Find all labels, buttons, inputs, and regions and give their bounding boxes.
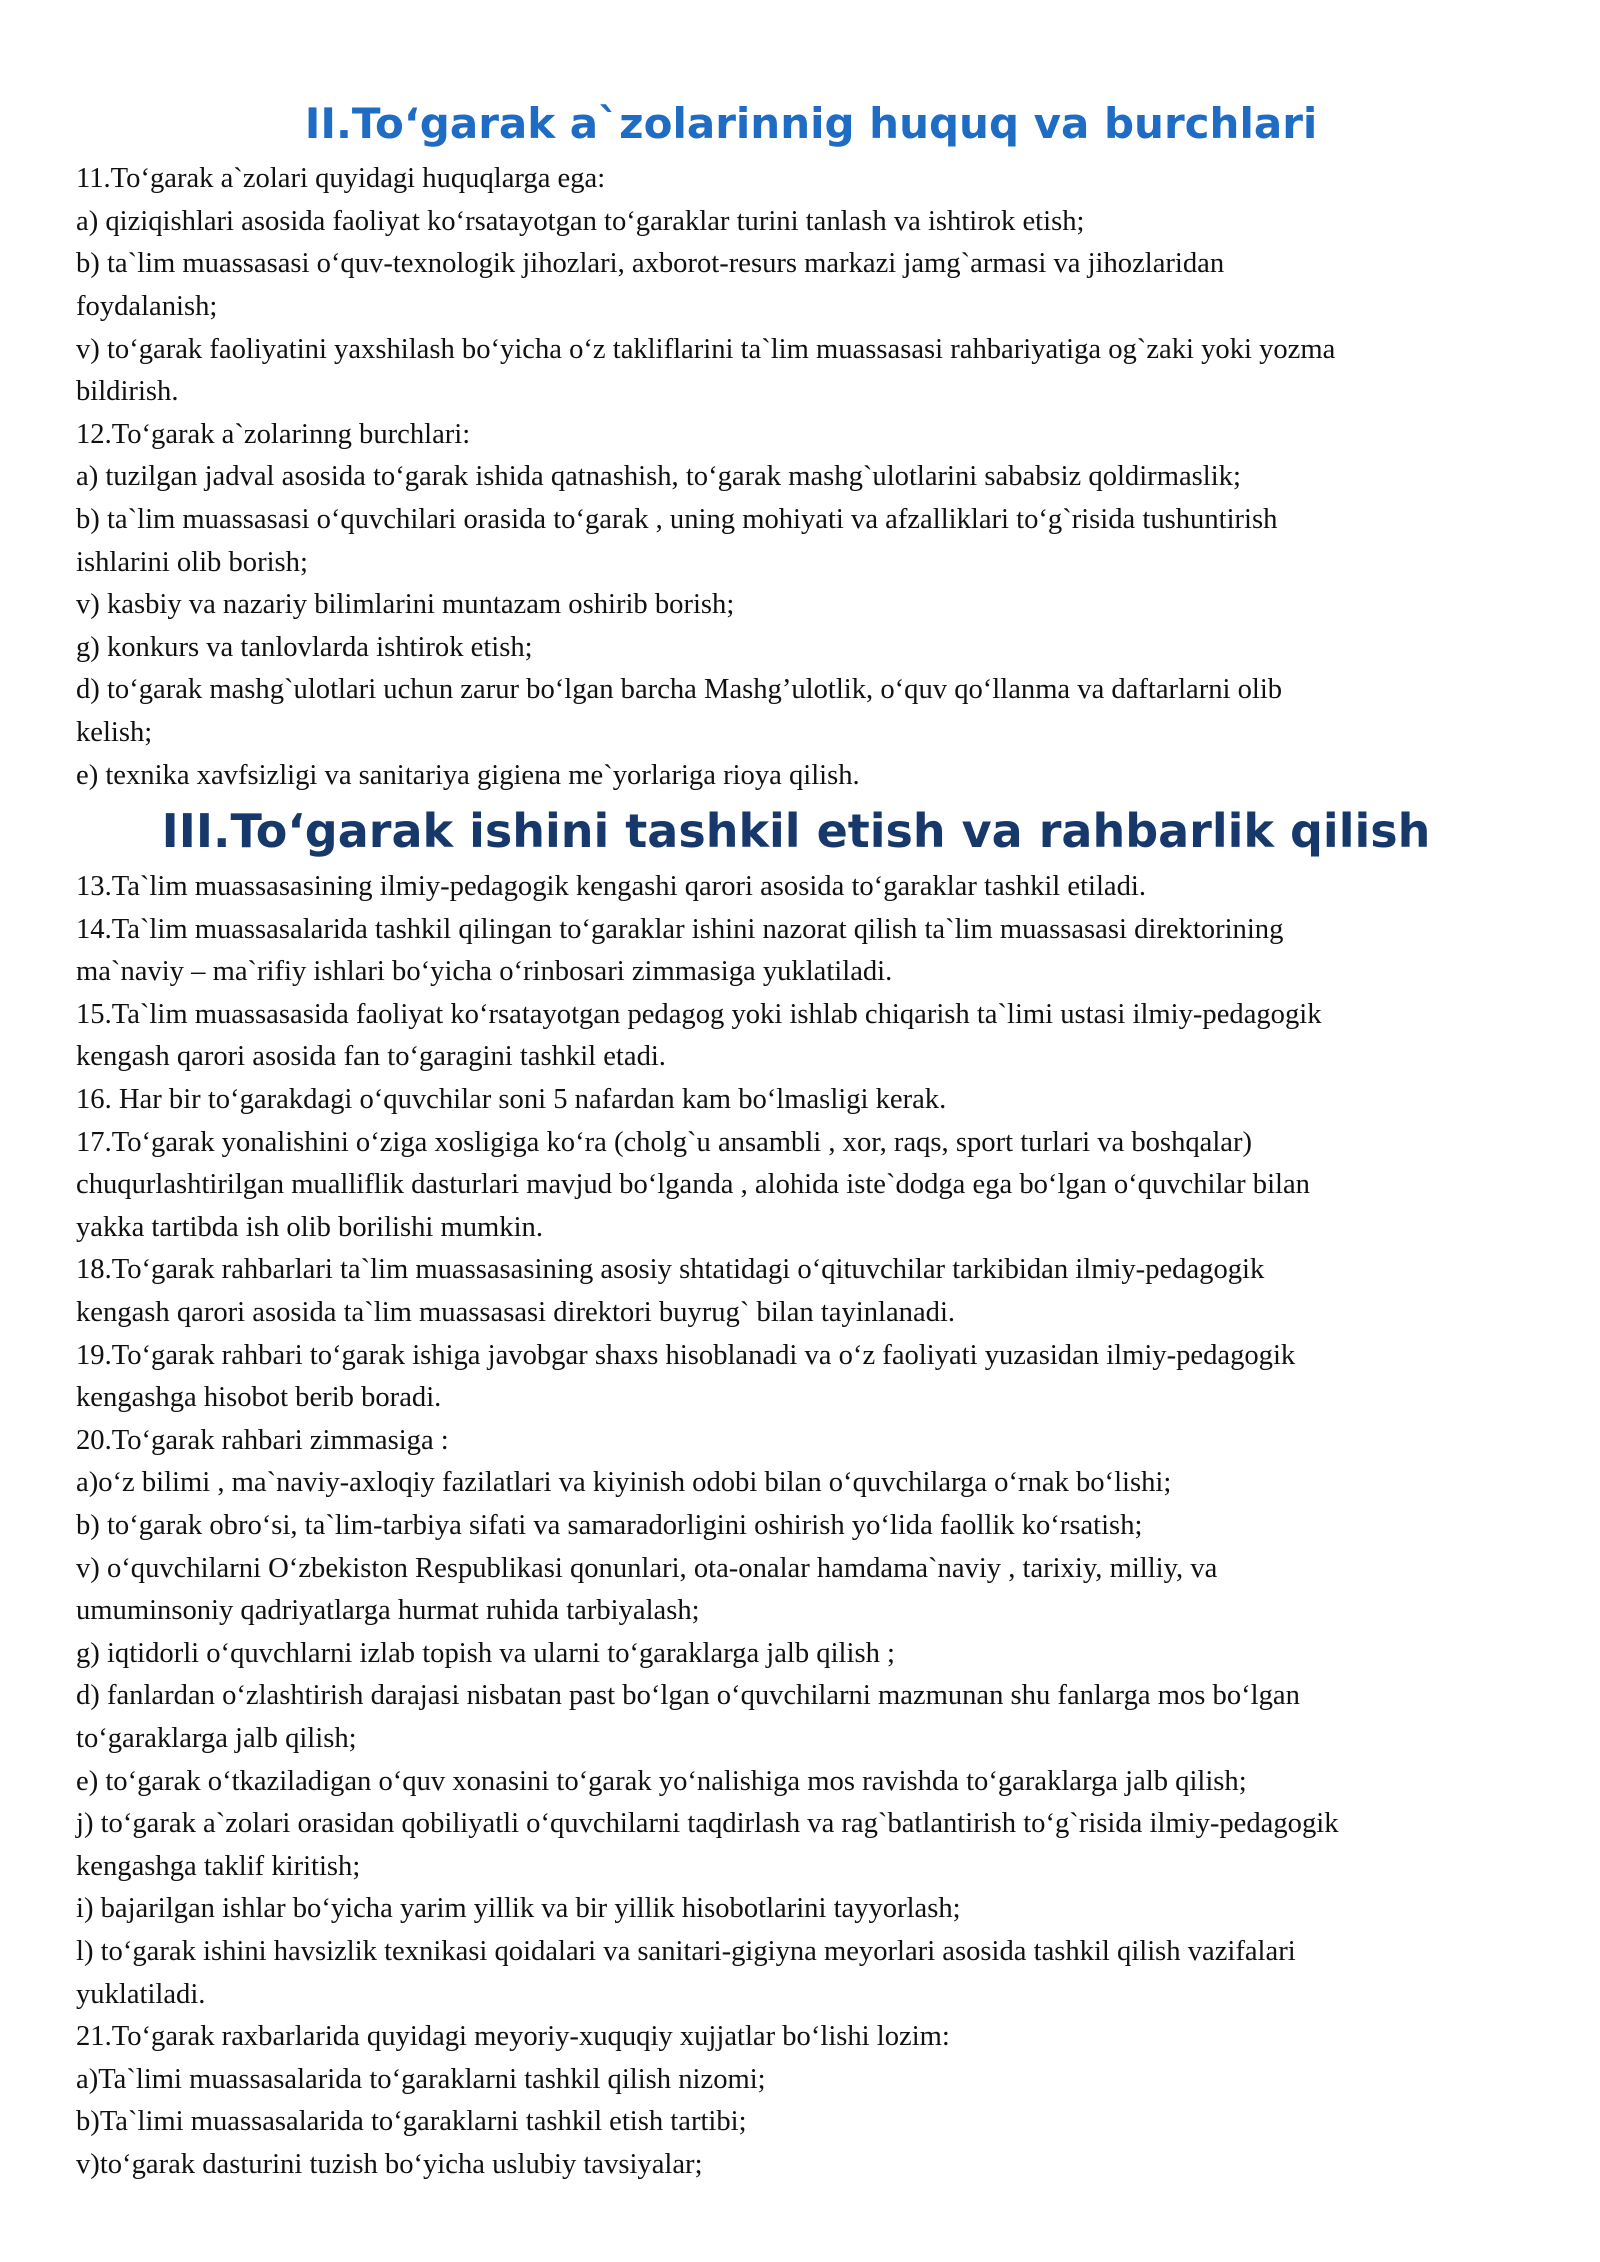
text-line: g) konkurs va tanlovlarda ishtirok etish; [76,631,533,663]
text-line: kengashga taklif kiritish; [76,1850,361,1882]
text-line: b)Ta`limi muassasalarida to‘garaklarni tashkil etish tartibi; [76,2106,747,2138]
text-line: d) to‘garak mashg`ulotlari uchun zarur bo‘lgan barcha Mashg’ulotlik, o‘quv qo‘llanma va daftarlarni olib [76,674,1283,706]
text-line: 17.To‘garak yonalishini o‘ziga xosligiga ko‘ra (cholg`u ansambli , xor, raqs, sport turlari va boshqalar) [76,1126,1253,1158]
text-line: e) texnika xavfsizligi va sanitariya gigiena me`yorlariga rioya qilish. [76,759,860,791]
text-line: i) bajarilgan ishlar bo‘yicha yarim yillik va bir yillik hisobotlarini tayyorlash; [76,1893,961,1925]
text-line: v) to‘garak faoliyatini yaxshilash bo‘yicha o‘z takliflarini ta`lim muassasasi rahbariyatiga og`zaki yoki yozma [76,333,1336,365]
text-line: v) o‘quvchilarni O‘zbekiston Respublikasi qonunlari, ota-onalar hamdama`naviy , tarixiy, milliy, va [76,1552,1218,1584]
text-line: b) ta`lim muassasasi o‘quvchilari orasida to‘garak , uning mohiyati va afzalliklari to‘g`risida tushuntirish [76,504,1278,536]
text-line: l) to‘garak ishini havsizlik texnikasi qoidalari va sanitari-gigiyna meyorlari asosida tashkil qilish vazifalari [76,1935,1296,1967]
text-line: 21.To‘garak raxbarlarida quyidagi meyoriy-xuquqiy xujjatlar bo‘lishi lozim: [76,2021,950,2053]
text-line: kengash qarori asosida ta`lim muassasasi direktori buyrug` bilan tayinlanadi. [76,1297,956,1329]
text-line: 15.Ta`lim muassasasida faoliyat ko‘rsatayotgan pedagog yoki ishlab chiqarish ta`limi ustasi ilmiy-pedagogik [76,998,1322,1030]
text-line: kengash qarori asosida fan to‘garagini tashkil etadi. [76,1041,666,1073]
text-line: bildirish. [76,376,179,408]
text-line: 14.Ta`lim muassasalarida tashkil qilingan to‘garaklar ishini nazorat qilish ta`lim muassasasi direktorining [76,913,1284,945]
text-line: kengashga hisobot berib boradi. [76,1382,442,1414]
section-2-body [76,158,1516,797]
text-line: a)Ta`limi muassasalarida to‘garaklarni tashkil qilish nizomi; [76,2063,766,2095]
text-line: v)to‘garak dasturini tuzish bo‘yicha uslubiy tavsiyalar; [76,2148,703,2180]
text-line: 12.To‘garak a`zolarinng burchlari: [76,418,471,450]
text-line: a) tuzilgan jadval asosida to‘garak ishida qatnashish, to‘garak mashg`ulotlarini sababsiz qoldirmaslik; [76,461,1241,493]
document-page [76,100,1516,2187]
text-line: to‘garaklarga jalb qilish; [76,1722,357,1754]
text-line: ma`naviy – ma`rifiy ishlari bo‘yicha o‘rinbosari zimmasiga yuklatiladi. [76,956,893,988]
text-line: 19.To‘garak rahbari to‘garak ishiga javobgar shaxs hisoblanadi va o‘z faoliyati yuzasidan ilmiy-pedagogik [76,1339,1296,1371]
text-line: 11.To‘garak a`zolari quyidagi huquqlarga ega: [76,163,606,195]
section-2-heading: II.To‘garak a`zolarinnig huquq va burchlari [304,99,1318,148]
section-3-heading: III.To‘garak ishini tashkil etish va rahbarlik qilish [161,804,1431,859]
section-3-body [76,866,1516,2186]
text-line: b) to‘garak obro‘si, ta`lim-tarbiya sifati va samaradorligini oshirish yo‘lida faollik ko‘rsatish; [76,1510,1143,1541]
text-line: yakka tartibda ish olib borilishi mumkin. [76,1211,543,1243]
text-line: 13.Ta`lim muassasasining ilmiy-pedagogik kengashi qarori asosida to‘garaklar tashkil etiladi. [76,871,1147,903]
text-line: 18.To‘garak rahbarlari ta`lim muassasasining asosiy shtatidagi o‘qituvchilar tarkibidan ilmiy-pedagogik [76,1254,1265,1286]
text-line: a) qiziqishlari asosida faoliyat ko‘rsatayotgan to‘garaklar turini tanlash va ishtirok etish; [76,205,1085,237]
text-line: b) ta`lim muassasasi o‘quv-texnologik jihozlari, axborot-resurs markazi jamg`armasi va jihozlaridan [76,248,1225,280]
text-line: ishlarini olib borish; [76,546,308,578]
text-line: yuklatiladi. [76,1978,206,2010]
text-line: 20.To‘garak rahbari zimmasiga : [76,1424,449,1456]
text-line: kelish; [76,717,153,749]
text-line: foydalanish; [76,291,218,323]
text-line: d) fanlardan o‘zlashtirish darajasi nisbatan past bo‘lgan o‘quvchilarni mazmunan shu fanlarga mos bo‘lgan [76,1680,1300,1712]
text-line: e) to‘garak o‘tkaziladigan o‘quv xonasini to‘garak yo‘nalishiga mos ravishda to‘garaklarga jalb qilish; [76,1765,1247,1797]
text-line: umuminsoniy qadriyatlarga hurmat ruhida tarbiyalash; [76,1595,700,1627]
text-line: a)o‘z bilimi , ma`naviy-axloqiy fazilatlari va kiyinish odobi bilan o‘quvchilarga o‘rnak bo‘lishi; [76,1467,1172,1499]
text-line: j) to‘garak a`zolari orasidan qobiliyatli o‘quvchilarni taqdirlash va rag`batlantirish to‘g`risida ilmiy-pedagogik [76,1808,1339,1840]
text-line: 16. Har bir to‘garakdagi o‘quvchilar soni 5 nafardan kam bo‘lmasligi kerak. [76,1084,947,1116]
text-line: chuqurlashtirilgan mualliflik dasturlari mavjud bo‘lganda , alohida iste`dodga ega bo‘lgan o‘quvchilar bilan [76,1169,1310,1201]
text-line: g) iqtidorli o‘quvchlarni izlab topish va ularni to‘garaklarga jalb qilish ; [76,1637,895,1669]
text-line: v) kasbiy va nazariy bilimlarini muntazam oshirib borish; [76,589,735,621]
